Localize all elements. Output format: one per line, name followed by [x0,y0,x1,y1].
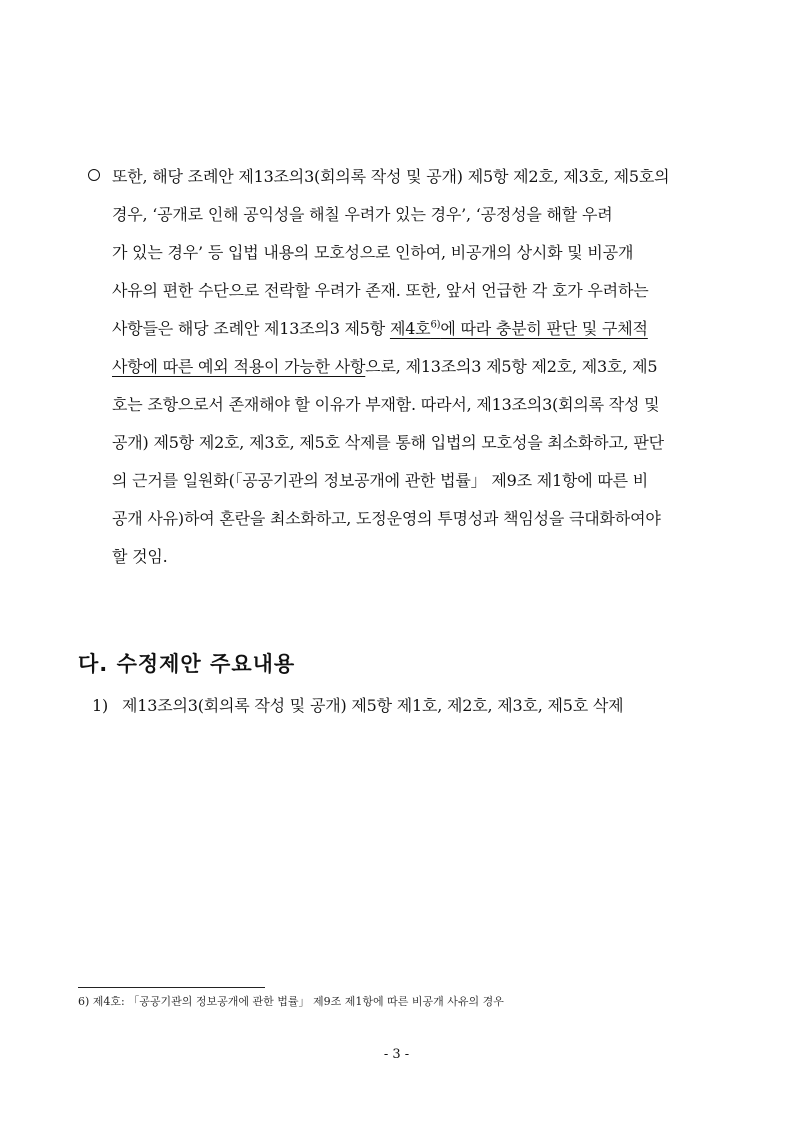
paragraph-line: 가 있는 경우’ 등 입법 내용의 모호성으로 인하여, 비공개의 상시화 및 비공개 [112,243,634,262]
line-text: 사항들은 해당 조례안 제13조의3 제5항 [112,319,390,338]
paragraph-line: 할 것임. [112,547,168,566]
underlined-text-part: 에 따라 충분히 판단 및 구체적 [440,319,648,338]
paragraph-line: 호는 조항으로서 존재해야 할 이유가 부재함. 따라서, 제13조의3(회의록 작성 및 [112,395,660,414]
line-text: 으로, 제13조의3 제5항 제2호, 제3호, 제5 [365,357,658,376]
paragraph-line: 또한, 해당 조례안 제13조의3(회의록 작성 및 공개) 제5항 제2호, 제3호, 제5호의 [112,167,670,186]
list-item-text: 제13조의3(회의록 작성 및 공개) 제5항 제1호, 제2호, 제3호, 제5호 삭제 [122,696,624,715]
section-heading: 다. 수정제안 주요내용 [78,652,296,676]
list-item [92,692,623,720]
paragraph-line [112,312,648,346]
page-number: - 3 - [383,1047,410,1062]
paragraph-line [112,350,657,384]
underlined-text [390,319,648,338]
footnote-reference: 6) [430,319,441,331]
paragraph-line: 공개 사유)하여 혼란을 최소화하고, 도정운영의 투명성과 책임성을 극대화하여야 [112,509,661,528]
paragraph-line: 의 근거를 일원화(「공공기관의 정보공개에 관한 법률」 제9조 제1항에 따른 비 [112,471,648,490]
underlined-text: 사항에 따른 예외 적용이 가능한 사항 [112,357,366,376]
paragraph-line: 경우, ‘공개로 인해 공익성을 해칠 우려가 있는 경우’, ‘공정성을 해할 우려 [112,205,613,224]
circle-bullet-icon [88,169,100,181]
paragraph-line: 사유의 편한 수단으로 전락할 우려가 존재. 또한, 앞서 언급한 각 호가 우려하는 [112,281,649,300]
list-item-number: 1) [92,696,109,715]
paragraph-line: 공개) 제5항 제2호, 제3호, 제5호 삭제를 통해 입법의 모호성을 최소화하고, 판단 [112,433,664,452]
footnote: 6) 제4호: 「공공기관의 정보공개에 관한 법률」 제9조 제1항에 따른 비공개 사유의 경우 [78,995,504,1008]
footnote-divider [78,987,265,988]
underlined-text-part: 제4호 [389,319,431,338]
